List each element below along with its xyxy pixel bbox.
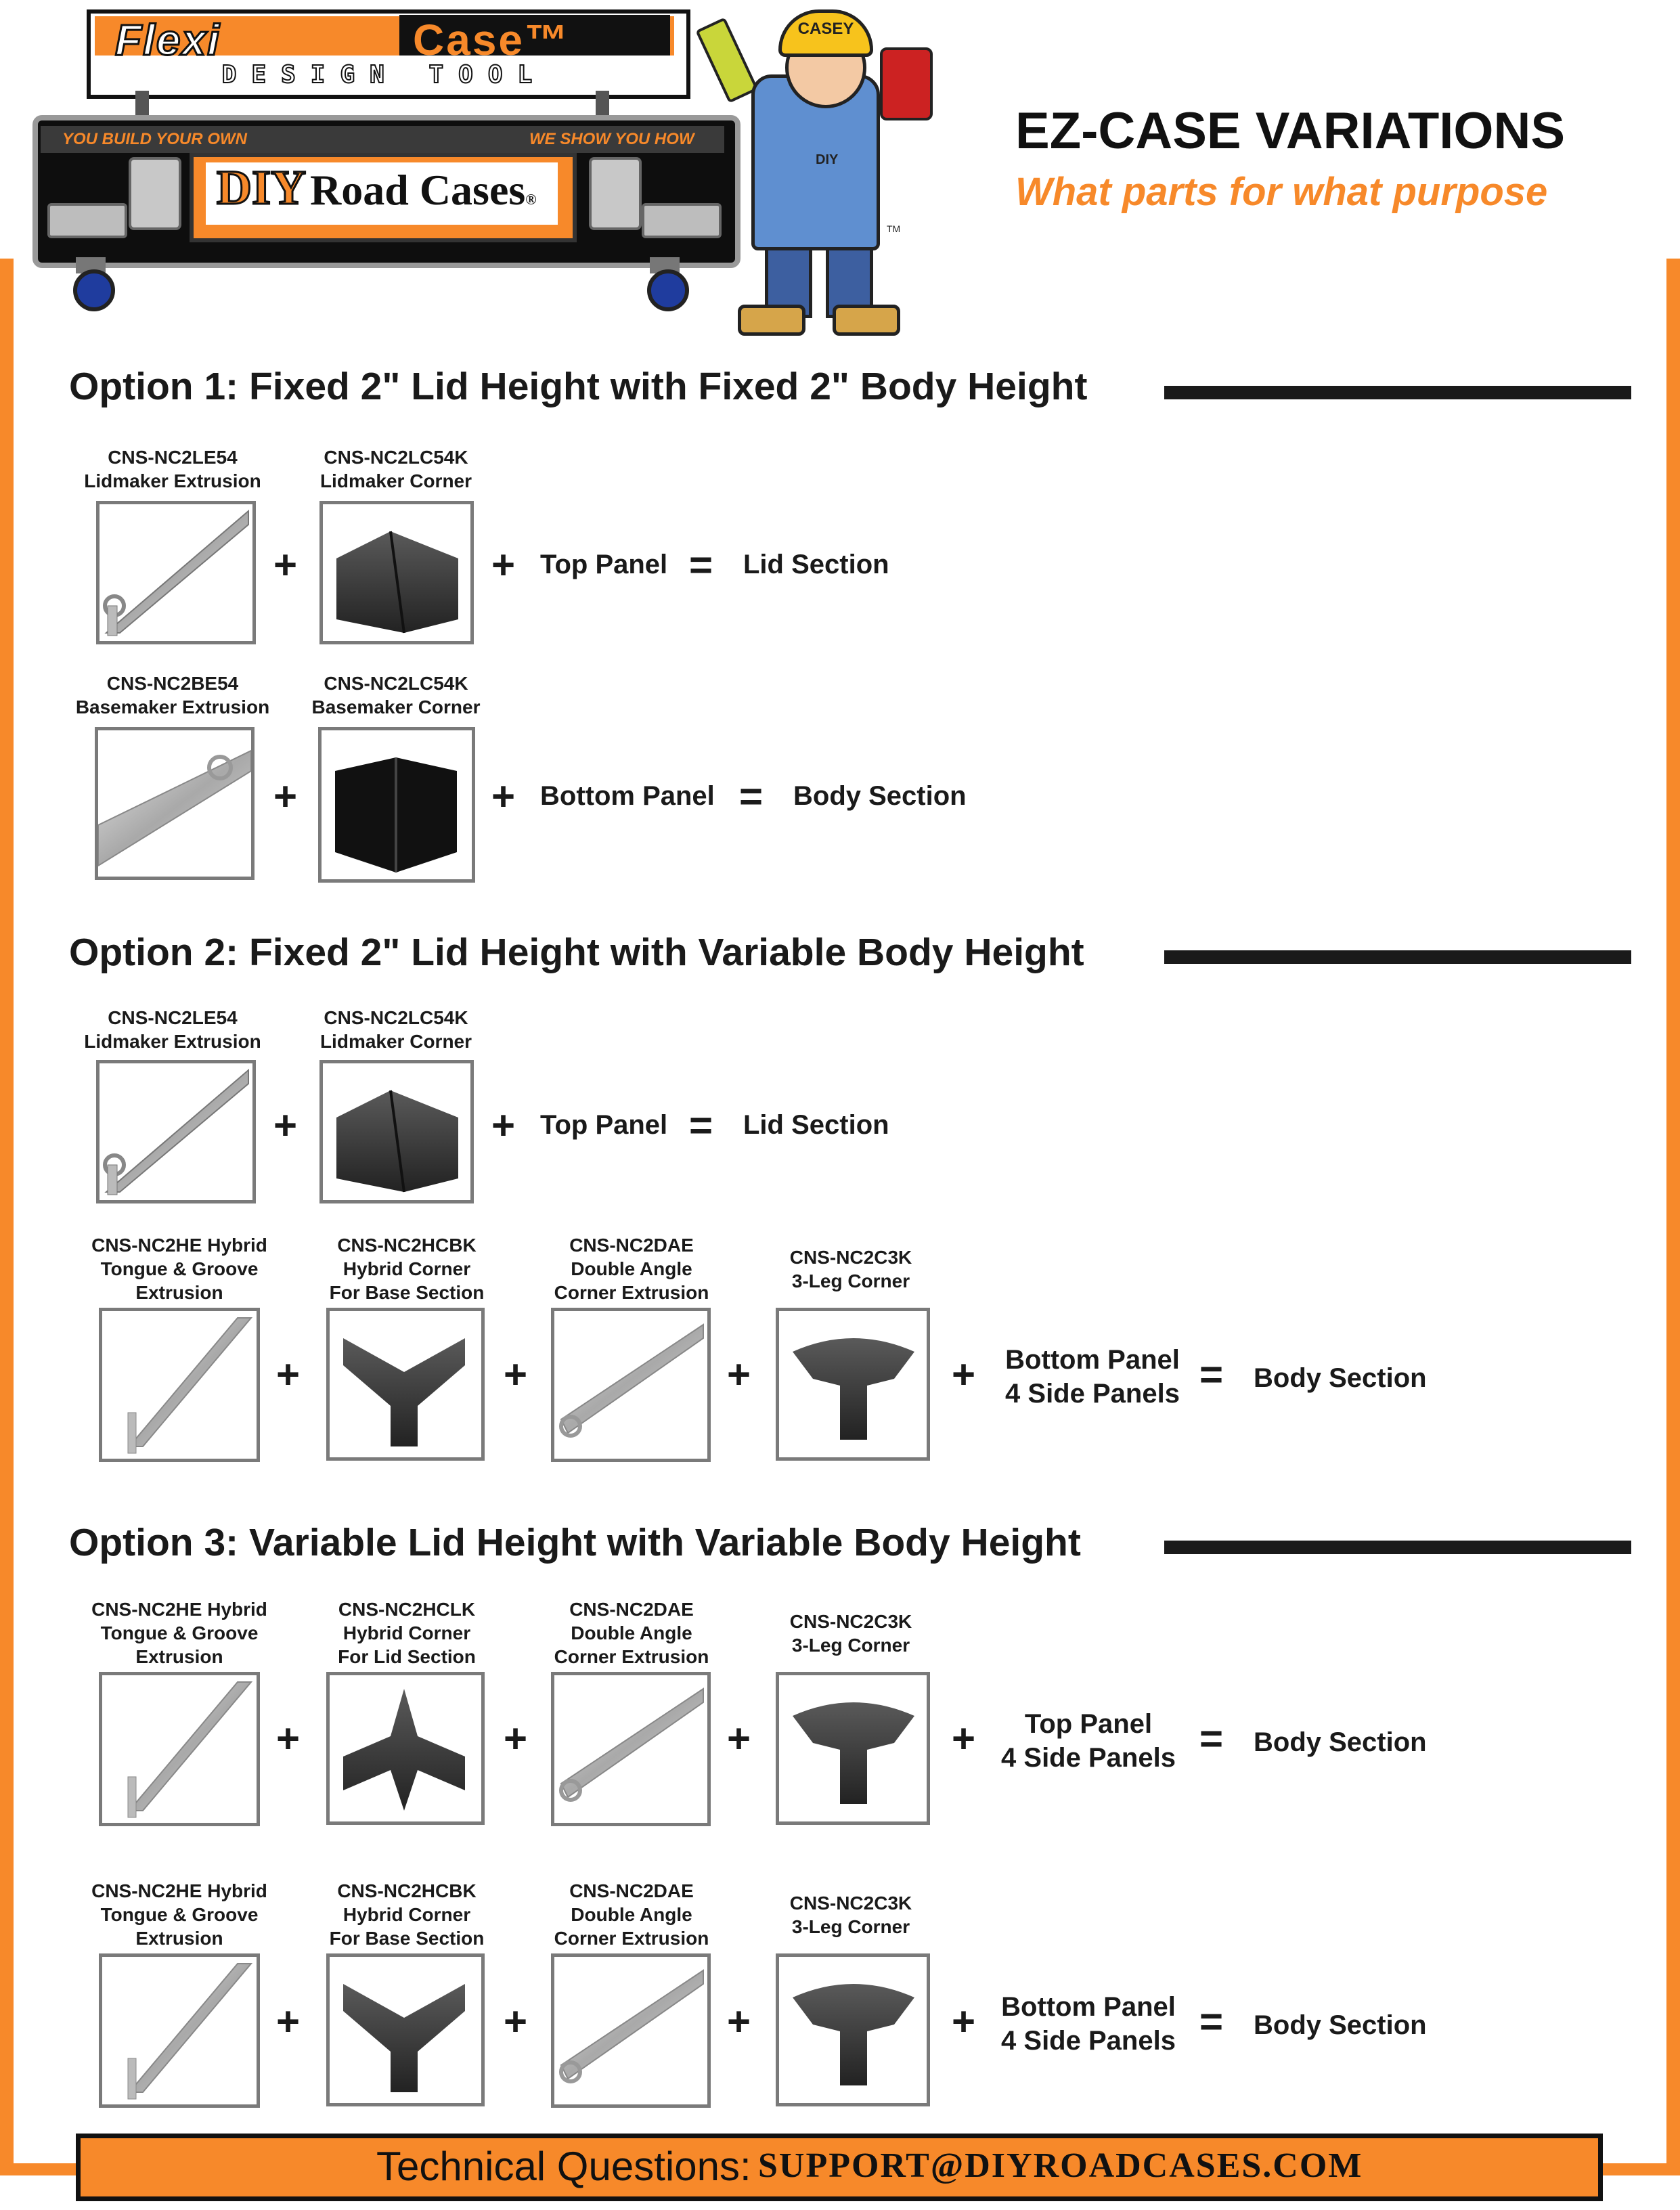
logo-design-tool: DESIGN TOOL [221, 61, 548, 89]
hybrid-corner-base-image [326, 1308, 485, 1461]
plus-sign: + [276, 1716, 301, 1761]
plus-sign: + [952, 1999, 976, 2044]
plus-sign: + [727, 1999, 751, 2044]
plus-sign: + [276, 1352, 301, 1397]
hybrid-extrusion-image [99, 1953, 260, 2108]
brand-road-cases: Road Cases® [310, 166, 537, 214]
panel-text: Top Panel [540, 550, 668, 579]
part-label: CNS-NC2C3K 3-Leg Corner [789, 1893, 912, 1937]
plus-sign: + [491, 1103, 516, 1148]
result-text: Body Section [1254, 1363, 1427, 1393]
latch-icon [129, 157, 181, 230]
equals-sign: = [739, 774, 764, 819]
lidmaker-corner-image [319, 1060, 474, 1203]
mascot-boot [738, 305, 805, 336]
equals-sign: = [689, 542, 713, 588]
three-leg-corner-image [776, 1308, 930, 1461]
wheel-icon [73, 269, 115, 311]
basemaker-corner-image [318, 727, 475, 883]
footer-label: Technical Questions: [376, 2144, 751, 2189]
orange-frame-left [0, 259, 14, 2174]
orange-frame-bottom-right [1599, 2163, 1680, 2175]
plus-sign: + [504, 1352, 528, 1397]
double-angle-extrusion-image [551, 1308, 711, 1462]
plus-sign: + [273, 774, 298, 819]
part-label: CNS-NC2C3K 3-Leg Corner [789, 1611, 912, 1656]
latch-icon [589, 157, 642, 230]
mascot-boot [833, 305, 900, 336]
brand-diy: DIY [217, 160, 307, 215]
handle-icon [47, 203, 127, 238]
plus-sign: + [491, 774, 516, 819]
option-2-rule [1164, 950, 1631, 964]
handle-icon [642, 203, 722, 238]
wheel-icon [647, 269, 689, 311]
option-3-title: Option 3: Variable Lid Height with Variable Body Height [69, 1521, 1081, 1564]
equals-sign: = [689, 1103, 713, 1148]
result-text: Body Section [1254, 1727, 1427, 1757]
lidmaker-extrusion-image [96, 501, 256, 644]
plus-sign: + [727, 1352, 751, 1397]
equals-sign: = [1199, 1352, 1224, 1397]
plus-sign: + [504, 1716, 528, 1761]
mascot-body: DIY [751, 74, 880, 250]
result-text: Lid Section [743, 1110, 889, 1140]
hammer-icon [695, 17, 758, 103]
double-angle-extrusion-image [551, 1672, 711, 1826]
part-label: CNS-NC2LE54 Lidmaker Extrusion [84, 1007, 261, 1052]
plus-sign: + [491, 542, 516, 588]
result-text: Body Section [1254, 2010, 1427, 2040]
part-label: CNS-NC2HCBK Hybrid Corner For Base Section [329, 1235, 485, 1303]
plus-sign: + [504, 1999, 528, 2044]
hybrid-corner-lid-image [326, 1672, 485, 1825]
part-label: CNS-NC2HCLK Hybrid Corner For Lid Section [338, 1599, 476, 1667]
logo-case: Case™ [413, 16, 570, 64]
part-label: CNS-NC2LC54K Lidmaker Corner [319, 447, 472, 491]
part-label: CNS-NC2LC54K Basemaker Corner [311, 673, 481, 717]
part-label: CNS-NC2BE54 Basemaker Extrusion [75, 673, 270, 717]
mascot-hat: CASEY [778, 9, 873, 57]
part-label: CNS-NC2LC54K Lidmaker Corner [319, 1007, 472, 1052]
basemaker-extrusion-image [95, 727, 255, 880]
three-leg-corner-image [776, 1953, 930, 2106]
plus-sign: + [952, 1716, 976, 1761]
panel-text: Bottom Panel 4 Side Panels [1001, 1992, 1176, 2056]
result-text: Body Section [793, 781, 967, 811]
plus-sign: + [273, 1103, 298, 1148]
support-email-link[interactable]: SUPPORT@DIYROADCASES.COM [758, 2146, 1363, 2185]
panel-text: Top Panel 4 Side Panels [1001, 1709, 1176, 1773]
part-label: CNS-NC2C3K 3-Leg Corner [789, 1247, 912, 1291]
plus-sign: + [727, 1716, 751, 1761]
option-1-title: Option 1: Fixed 2" Lid Height with Fixed 2" Body Height [69, 365, 1088, 408]
plus-sign: + [952, 1352, 976, 1397]
panel-text: Bottom Panel [540, 781, 715, 811]
part-label: CNS-NC2DAE Double Angle Corner Extrusion [554, 1599, 709, 1667]
page-title: EZ-CASE VARIATIONS [1015, 102, 1566, 160]
hybrid-corner-base-image [326, 1953, 485, 2106]
part-label: CNS-NC2DAE Double Angle Corner Extrusion [554, 1235, 709, 1303]
drill-icon [880, 47, 933, 120]
option-1-rule [1164, 386, 1631, 399]
plus-sign: + [276, 1999, 301, 2044]
part-label: CNS-NC2LE54 Lidmaker Extrusion [84, 447, 261, 491]
mascot-tm: TM [887, 223, 901, 234]
part-label: CNS-NC2HE Hybrid Tongue & Groove Extrusion [91, 1235, 267, 1303]
plus-sign: + [273, 542, 298, 588]
strip-left-text: YOU BUILD YOUR OWN [62, 130, 247, 148]
option-3-rule [1164, 1541, 1631, 1554]
three-leg-corner-image [776, 1672, 930, 1825]
panel-text: Bottom Panel 4 Side Panels [1005, 1345, 1180, 1409]
equals-sign: = [1199, 1716, 1224, 1761]
strip-right-text: WE SHOW YOU HOW [529, 130, 694, 148]
lidmaker-extrusion-image [96, 1060, 256, 1203]
lidmaker-corner-image [319, 501, 474, 644]
part-label: CNS-NC2HE Hybrid Tongue & Groove Extrusion [91, 1599, 267, 1667]
hybrid-extrusion-image [99, 1308, 260, 1462]
equals-sign: = [1199, 1999, 1224, 2044]
part-label: CNS-NC2HCBK Hybrid Corner For Base Section [329, 1880, 485, 1949]
option-2-title: Option 2: Fixed 2" Lid Height with Variable Body Height [69, 931, 1084, 974]
logo-flexi: Flexi [115, 16, 221, 64]
result-text: Lid Section [743, 550, 889, 579]
part-label: CNS-NC2HE Hybrid Tongue & Groove Extrusion [91, 1880, 267, 1949]
part-label: CNS-NC2DAE Double Angle Corner Extrusion [554, 1880, 709, 1949]
double-angle-extrusion-image [551, 1953, 711, 2108]
hybrid-extrusion-image [99, 1672, 260, 1826]
orange-frame-bottom-left [0, 2163, 81, 2175]
orange-frame-right [1666, 259, 1680, 2174]
panel-text: Top Panel [540, 1110, 668, 1140]
page-subtitle: What parts for what purpose [1015, 170, 1548, 214]
